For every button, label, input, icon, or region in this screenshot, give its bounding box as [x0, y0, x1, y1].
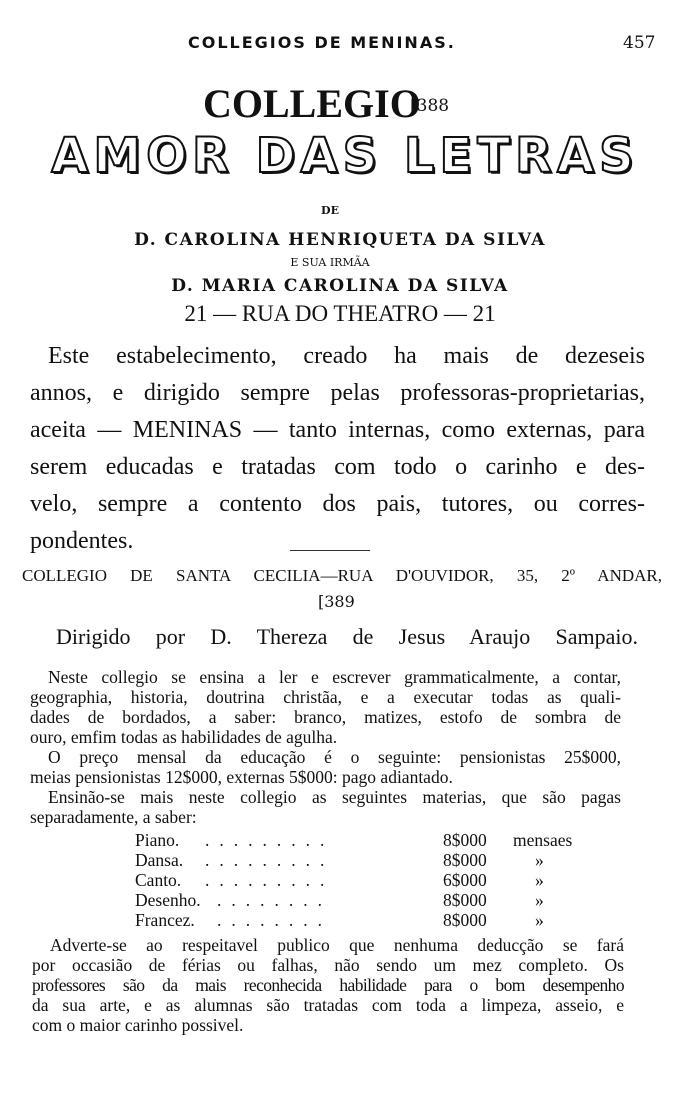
text-line: meias pensionistas 12$000, externas 5$000: pago adiantado. — [30, 767, 453, 787]
fee-price: 8$000 — [443, 910, 487, 930]
fee-subject: Canto. — [135, 870, 182, 890]
ad1-line: annos, e dirigido sempre pelas professoras-proprietarias, — [30, 380, 645, 406]
fee-price: 6$000 — [443, 870, 487, 890]
fee-unit: » — [535, 850, 544, 870]
text-line: O preço mensal da educação é o seguinte: pensionistas 25$000, — [48, 747, 621, 767]
fee-unit: mensaes — [513, 830, 573, 850]
ad1-number: [388 — [410, 96, 450, 116]
text-line: separadamente, a saber: — [30, 807, 197, 827]
fee-subject: Desenho. — [135, 890, 201, 910]
running-title: COLLEGIOS DE MENINAS. — [188, 33, 456, 52]
text-line: dades de bordados, a saber: branco, matizes, estofo de sombra de — [30, 707, 621, 727]
fee-unit: » — [535, 910, 544, 930]
fee-unit: » — [535, 890, 544, 910]
ad1-owner2: D. MARIA CAROLINA DA SILVA — [171, 276, 509, 296]
fee-row — [135, 890, 555, 910]
ad1-address: 21 — RUA DO THEATRO — 21 — [184, 301, 496, 326]
fee-subject: Piano. — [135, 830, 180, 850]
fee-price: 8$000 — [443, 890, 487, 910]
ad1-and: E SUA IRMÃA — [290, 256, 370, 269]
text-line: professores são da mais reconhecida habilidade para o bom desempenho — [32, 975, 624, 995]
ad1-line: velo, sempre a contento dos pais, tutores, ou corres- — [30, 491, 645, 517]
ad1-kind: COLLEGIO — [203, 81, 421, 126]
leader-dots: ........ — [217, 890, 332, 910]
ad1-de: DE — [321, 204, 339, 217]
fee-price: 8$000 — [443, 830, 487, 850]
ad1-line: aceita — MENINAS — tanto internas, como externas, para — [30, 417, 645, 443]
page-number: 457 — [623, 33, 656, 53]
divider — [290, 550, 370, 551]
leader-dots: ........ — [217, 910, 332, 930]
fee-row — [135, 830, 573, 850]
ad1-owner1: D. CAROLINA HENRIQUETA DA SILVA — [134, 230, 546, 250]
fee-subject: Francez. — [135, 910, 195, 930]
leader-dots: ......... — [205, 830, 335, 850]
text-line: Adverte-se ao respeitavel publico que nenhuma deducção se fará — [50, 935, 624, 955]
fee-price: 8$000 — [443, 850, 487, 870]
leader-dots: ......... — [205, 870, 335, 890]
fee-row — [135, 870, 555, 890]
text-line: por occasião de férias ou falhas, não sendo um mez completo. Os — [32, 955, 624, 975]
ad2-director: Dirigido por D. Thereza de Jesus Araujo Sampaio. — [56, 624, 638, 649]
ad1-school-name: AMOR DAS LETRAS — [51, 128, 639, 184]
leader-dots: ......... — [205, 850, 335, 870]
ad2-title: COLLEGIO DE SANTA CECILIA—RUA D'OUVIDOR, 35, 2º ANDAR, — [22, 566, 662, 585]
fee-subject: Dansa. — [135, 850, 184, 870]
text-line: geographia, historia, doutrina christãa, e a executar todas as quali- — [30, 687, 621, 707]
ad1-line: Este estabelecimento, creado ha mais de dezeseis — [48, 343, 645, 369]
text-line: da sua arte, e as alumnas são tratadas com toda a limpeza, asseio, e — [32, 995, 624, 1015]
text-line: ouro, emfim todas as habilidades de agulha. — [30, 727, 338, 747]
fee-row — [135, 850, 555, 870]
text-line: Ensinão-se mais neste collegio as seguintes materias, que são pagas — [48, 787, 621, 807]
ad1-line: pondentes. — [30, 528, 134, 554]
text-line: com o maior carinho possivel. — [32, 1015, 244, 1035]
fee-unit: » — [535, 870, 544, 890]
ad2-number: [389 — [318, 592, 355, 611]
fee-row — [135, 910, 555, 930]
ad1-line: serem educadas e tratadas com todo o carinho e des- — [30, 454, 645, 480]
text-line: Neste collegio se ensina a ler e escrever grammaticalmente, a contar, — [48, 667, 621, 687]
